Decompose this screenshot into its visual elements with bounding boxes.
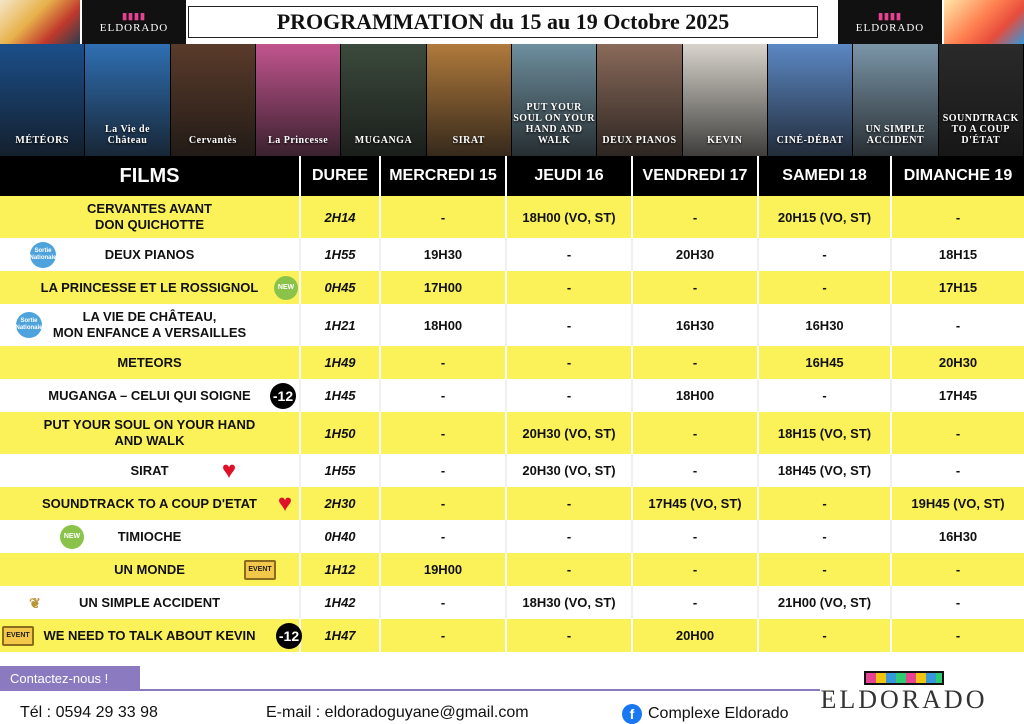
table-row bbox=[0, 412, 1024, 454]
film-poster bbox=[512, 44, 597, 156]
poster-title: La Princesse bbox=[268, 135, 329, 146]
showtime-saturday: - bbox=[758, 271, 891, 304]
coup-de-coeur-heart-icon: ♥ bbox=[277, 489, 293, 517]
duration-cell: 1H12 bbox=[300, 553, 380, 586]
footer-divider bbox=[0, 689, 820, 691]
showtime-thursday: - bbox=[506, 346, 632, 379]
showtime-sunday: 17H15 bbox=[891, 271, 1024, 304]
film-poster bbox=[0, 44, 85, 156]
showtime-wednesday: - bbox=[380, 379, 506, 412]
showtime-wednesday: - bbox=[380, 586, 506, 619]
film-title: TIMIOCHE bbox=[117, 528, 182, 544]
showtime-saturday: 18H15 (VO, ST) bbox=[758, 412, 891, 454]
event-badge-icon: EVENT bbox=[2, 626, 34, 646]
film-poster bbox=[939, 44, 1024, 156]
showtime-saturday: 16H30 bbox=[758, 304, 891, 346]
showtime-friday: - bbox=[632, 553, 758, 586]
showtime-saturday: 16H45 bbox=[758, 346, 891, 379]
showtime-friday: - bbox=[632, 586, 758, 619]
age-12-rating-icon: -12 bbox=[270, 383, 296, 409]
email-address: E-mail : eldoradoguyane@gmail.com bbox=[266, 704, 529, 721]
table-row bbox=[0, 619, 1024, 652]
showtime-sunday: - bbox=[891, 586, 1024, 619]
sortie-nationale-badge-icon: Sortie Nationale bbox=[30, 242, 56, 268]
table-row bbox=[0, 586, 1024, 619]
poster-strip bbox=[0, 44, 1024, 156]
logo-name: ELDORADO bbox=[99, 21, 169, 34]
film-title-cell bbox=[0, 379, 300, 412]
showtime-thursday: 20H30 (VO, ST) bbox=[506, 454, 632, 487]
film-title-cell bbox=[0, 586, 300, 619]
film-title-line: LA VIE DE CHÂTEAU, bbox=[82, 309, 217, 324]
poster-title: DEUX PIANOS bbox=[602, 135, 677, 146]
showtime-wednesday: 17H00 bbox=[380, 271, 506, 304]
header bbox=[0, 0, 1024, 44]
column-header-films: FILMS bbox=[0, 156, 300, 196]
poster-title: MÉTÉORS bbox=[15, 135, 69, 146]
new-badge-icon: NEW bbox=[60, 525, 84, 549]
film-poster bbox=[683, 44, 768, 156]
film-title-cell bbox=[0, 346, 300, 379]
film-poster bbox=[85, 44, 170, 156]
decorative-illustration-right bbox=[944, 0, 1024, 44]
film-title: DEUX PIANOS bbox=[104, 246, 195, 262]
film-title-cell bbox=[0, 619, 300, 652]
film-poster bbox=[341, 44, 426, 156]
showtime-saturday: - bbox=[758, 379, 891, 412]
film-title-line: CERVANTES AVANT bbox=[87, 201, 212, 216]
film-title: METEORS bbox=[117, 354, 182, 370]
showtime-saturday: - bbox=[758, 619, 891, 652]
film-title-cell bbox=[0, 520, 300, 553]
film-title-line: MON ENFANCE A VERSAILLES bbox=[52, 325, 247, 340]
table-row bbox=[0, 487, 1024, 520]
eldorado-logo-right bbox=[838, 0, 942, 44]
showtime-wednesday: - bbox=[380, 196, 506, 238]
showtime-wednesday: - bbox=[380, 412, 506, 454]
film-title: UN MONDE bbox=[114, 561, 185, 577]
showtime-wednesday: 19H00 bbox=[380, 553, 506, 586]
poster-title: UN SIMPLE ACCIDENT bbox=[865, 124, 926, 146]
film-poster bbox=[171, 44, 256, 156]
film-title-line: PUT YOUR SOUL ON YOUR HAND bbox=[43, 417, 256, 432]
showtime-thursday: - bbox=[506, 271, 632, 304]
column-header-mercredi: MERCREDI 15 bbox=[380, 156, 506, 196]
showtime-sunday: - bbox=[891, 454, 1024, 487]
showtime-thursday: - bbox=[506, 553, 632, 586]
showtime-saturday: 18H45 (VO, ST) bbox=[758, 454, 891, 487]
showtime-wednesday: - bbox=[380, 346, 506, 379]
film-title-cell bbox=[0, 553, 300, 586]
poster-title: SIRAT bbox=[452, 135, 485, 146]
showtime-friday: 18H00 bbox=[632, 379, 758, 412]
column-header-dimanche: DIMANCHE 19 bbox=[891, 156, 1024, 196]
showtime-sunday: - bbox=[891, 196, 1024, 238]
showtime-friday: 20H30 bbox=[632, 238, 758, 271]
showtime-wednesday: 18H00 bbox=[380, 304, 506, 346]
eldorado-footer-logo bbox=[820, 664, 988, 722]
showtime-thursday: - bbox=[506, 238, 632, 271]
showtime-sunday: 17H45 bbox=[891, 379, 1024, 412]
facebook-icon: f bbox=[622, 704, 642, 724]
showtime-sunday: 16H30 bbox=[891, 520, 1024, 553]
sortie-nationale-badge-icon: Sortie Nationale bbox=[16, 312, 42, 338]
column-header-jeudi: JEUDI 16 bbox=[506, 156, 632, 196]
showtime-friday: 16H30 bbox=[632, 304, 758, 346]
poster-title: SOUNDTRACK TO A COUP D'ÉTAT bbox=[942, 113, 1019, 146]
facebook-label: Complexe Eldorado bbox=[648, 705, 789, 722]
poster-title: KEVIN bbox=[707, 135, 743, 146]
film-strip-icon: ▮▮▮▮ bbox=[122, 10, 146, 21]
showtime-friday: - bbox=[632, 271, 758, 304]
showtime-sunday: 18H15 bbox=[891, 238, 1024, 271]
showtime-thursday: - bbox=[506, 487, 632, 520]
poster-title: CINÉ-DÉBAT bbox=[776, 135, 844, 146]
showtime-wednesday: - bbox=[380, 454, 506, 487]
coup-de-coeur-heart-icon: ♥ bbox=[221, 456, 237, 484]
title-bar bbox=[188, 6, 818, 38]
column-header-samedi: SAMEDI 18 bbox=[758, 156, 891, 196]
table-row bbox=[0, 553, 1024, 586]
column-header-vendredi: VENDREDI 17 bbox=[632, 156, 758, 196]
showtime-sunday: - bbox=[891, 304, 1024, 346]
duration-cell: 1H42 bbox=[300, 586, 380, 619]
showtime-thursday: - bbox=[506, 619, 632, 652]
showtime-friday: - bbox=[632, 520, 758, 553]
film-title-cell bbox=[0, 196, 300, 238]
showtime-thursday: - bbox=[506, 379, 632, 412]
film-title-cell bbox=[0, 487, 300, 520]
contact-tab: Contactez-nous ! bbox=[0, 666, 140, 690]
film-poster bbox=[256, 44, 341, 156]
film-title-cell bbox=[0, 412, 300, 454]
duration-cell: 2H30 bbox=[300, 487, 380, 520]
film-poster bbox=[853, 44, 938, 156]
schedule-table bbox=[0, 156, 1024, 652]
showtime-wednesday: - bbox=[380, 520, 506, 553]
film-strip-icon bbox=[864, 671, 944, 685]
film-title-cell bbox=[0, 271, 300, 304]
showtime-thursday: 20H30 (VO, ST) bbox=[506, 412, 632, 454]
showtime-friday: - bbox=[632, 196, 758, 238]
showtime-saturday: 20H15 (VO, ST) bbox=[758, 196, 891, 238]
showtime-wednesday: - bbox=[380, 487, 506, 520]
age-12-rating-icon: -12 bbox=[276, 623, 302, 649]
duration-cell: 1H55 bbox=[300, 454, 380, 487]
showtime-saturday: - bbox=[758, 553, 891, 586]
duration-cell: 1H55 bbox=[300, 238, 380, 271]
film-title-cell bbox=[0, 238, 300, 271]
showtime-thursday: 18H00 (VO, ST) bbox=[506, 196, 632, 238]
table-row bbox=[0, 346, 1024, 379]
film-title: SOUNDTRACK TO A COUP D'ETAT bbox=[42, 495, 257, 511]
showtime-friday: - bbox=[632, 412, 758, 454]
table-row bbox=[0, 520, 1024, 553]
poster-title: Cervantès bbox=[188, 135, 237, 146]
decorative-illustration-left bbox=[0, 0, 80, 44]
poster-title: PUT YOUR SOUL ON YOUR HAND AND WALK bbox=[513, 102, 596, 146]
showtime-friday: - bbox=[632, 346, 758, 379]
table-row bbox=[0, 271, 1024, 304]
eldorado-logo-left bbox=[82, 0, 186, 44]
showtime-saturday: - bbox=[758, 520, 891, 553]
showtime-saturday: - bbox=[758, 238, 891, 271]
film-title: SIRAT bbox=[130, 462, 169, 478]
footer-logo-name: ELDORADO bbox=[820, 685, 988, 714]
film-title-line: DON QUICHOTTE bbox=[94, 217, 205, 232]
duration-cell: 1H21 bbox=[300, 304, 380, 346]
film-title-line: AND WALK bbox=[114, 433, 185, 448]
showtime-sunday: - bbox=[891, 553, 1024, 586]
film-title: UN SIMPLE ACCIDENT bbox=[78, 594, 221, 610]
showtime-sunday: 19H45 (VO, ST) bbox=[891, 487, 1024, 520]
film-title-cell bbox=[0, 454, 300, 487]
film-title: LA PRINCESSE ET LE ROSSIGNOL bbox=[40, 279, 259, 295]
duration-cell: 1H45 bbox=[300, 379, 380, 412]
duration-cell: 0H40 bbox=[300, 520, 380, 553]
showtime-thursday: - bbox=[506, 304, 632, 346]
poster-title: MUGANGA bbox=[354, 135, 413, 146]
showtime-sunday: 20H30 bbox=[891, 346, 1024, 379]
duration-cell: 1H50 bbox=[300, 412, 380, 454]
page-title: PROGRAMMATION du 15 au 19 Octobre 2025 bbox=[276, 9, 730, 34]
table-header-row bbox=[0, 156, 1024, 196]
poster-title: La Vie de Château bbox=[104, 124, 151, 146]
film-poster bbox=[597, 44, 682, 156]
table-row bbox=[0, 379, 1024, 412]
table-row bbox=[0, 304, 1024, 346]
showtime-thursday: - bbox=[506, 520, 632, 553]
table-row bbox=[0, 238, 1024, 271]
duration-cell: 1H47 bbox=[300, 619, 380, 652]
new-badge-icon: NEW bbox=[274, 276, 298, 300]
film-poster bbox=[427, 44, 512, 156]
showtime-friday: 17H45 (VO, ST) bbox=[632, 487, 758, 520]
film-title: WE NEED TO TALK ABOUT KEVIN bbox=[43, 627, 256, 643]
showtime-saturday: 21H00 (VO, ST) bbox=[758, 586, 891, 619]
logo-name: ELDORADO bbox=[855, 21, 925, 34]
film-strip-icon: ▮▮▮▮ bbox=[878, 10, 902, 21]
showtime-thursday: 18H30 (VO, ST) bbox=[506, 586, 632, 619]
duration-cell: 1H49 bbox=[300, 346, 380, 379]
showtime-sunday: - bbox=[891, 412, 1024, 454]
showtime-saturday: - bbox=[758, 487, 891, 520]
showtime-friday: 20H00 bbox=[632, 619, 758, 652]
palme-award-icon: ❦ bbox=[29, 594, 41, 611]
duration-cell: 2H14 bbox=[300, 196, 380, 238]
footer bbox=[0, 662, 1024, 724]
film-title: MUGANGA – CELUI QUI SOIGNE bbox=[48, 387, 251, 403]
phone-number: Tél : 0594 29 33 98 bbox=[20, 704, 158, 721]
table-row bbox=[0, 196, 1024, 238]
showtime-friday: - bbox=[632, 454, 758, 487]
column-header-duree: DUREE bbox=[300, 156, 380, 196]
table-row bbox=[0, 454, 1024, 487]
showtime-sunday: - bbox=[891, 619, 1024, 652]
showtime-wednesday: - bbox=[380, 619, 506, 652]
film-poster bbox=[768, 44, 853, 156]
showtime-wednesday: 19H30 bbox=[380, 238, 506, 271]
event-badge-icon: EVENT bbox=[244, 560, 276, 580]
film-title-cell bbox=[0, 304, 300, 346]
facebook-link[interactable] bbox=[622, 704, 789, 724]
duration-cell: 0H45 bbox=[300, 271, 380, 304]
